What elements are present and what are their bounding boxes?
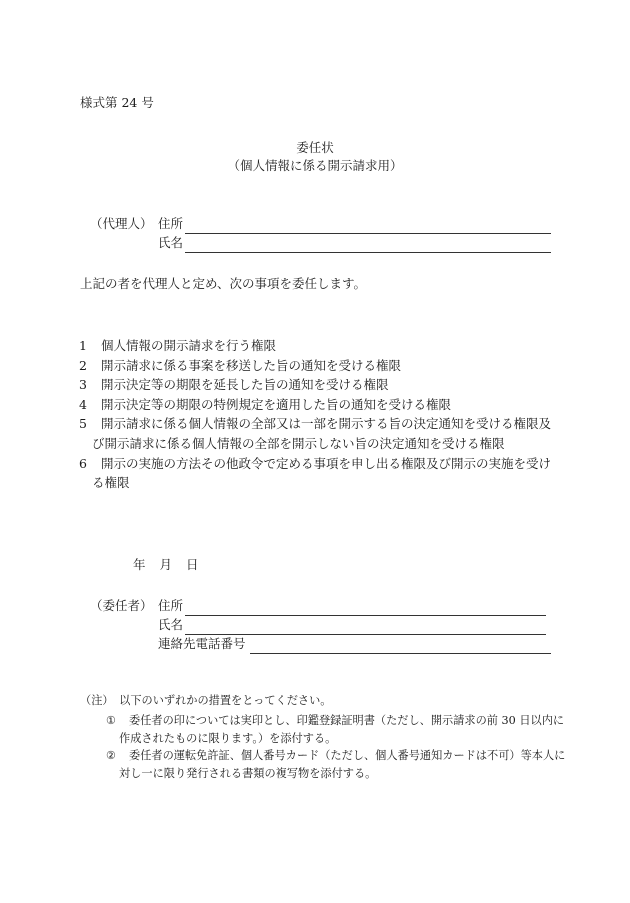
notes-heading: （注） 以下のいずれかの措置をとってください。 bbox=[80, 694, 332, 707]
form-number: 様式第 24 号 bbox=[80, 95, 154, 110]
date-year: 年 bbox=[133, 557, 146, 572]
intro-text: 上記の者を代理人と定め、次の事項を委任します。 bbox=[80, 276, 367, 291]
date-day: 日 bbox=[186, 557, 199, 572]
authority-item-4: 4 開示決定等の期限の特例規定を適用した旨の通知を受ける権限 bbox=[79, 396, 452, 412]
note-marker-1: ① bbox=[106, 714, 117, 727]
principal-phone-line bbox=[250, 653, 551, 654]
agent-address-line bbox=[185, 233, 551, 234]
principal-name-line bbox=[185, 634, 546, 635]
agent-name-line bbox=[185, 252, 551, 253]
authority-item-5: 5 開示請求に係る個人情報の全部又は一部を開示する旨の決定通知を受ける権限及び開示請求に係る個人情報の全部を開示しない旨の決定通知を受ける権限 bbox=[79, 416, 552, 451]
agent-name-field[interactable] bbox=[158, 235, 551, 253]
principal-address-label: 住所 bbox=[158, 598, 184, 613]
agent-name-label: 氏名 bbox=[158, 235, 184, 250]
agent-role-label: （代理人） bbox=[90, 216, 153, 231]
principal-address-line bbox=[185, 615, 546, 616]
authority-item-2: 2 開示請求に係る事案を移送した旨の通知を受ける権限 bbox=[79, 357, 402, 373]
authority-item-3: 3 開示決定等の期限を延長した旨の通知を受ける権限 bbox=[79, 377, 389, 393]
authority-list bbox=[79, 336, 559, 493]
note-item-2 bbox=[106, 747, 566, 782]
principal-name-field[interactable] bbox=[158, 617, 546, 635]
document-subtitle: （個人情報に係る開示請求用） bbox=[227, 158, 403, 173]
principal-phone-label: 連絡先電話番号 bbox=[158, 636, 246, 651]
date-field[interactable] bbox=[133, 557, 199, 572]
document-title: 委任状 bbox=[296, 140, 334, 155]
authority-item-1: 1 個人情報の開示請求を行う権限 bbox=[79, 338, 277, 353]
note-text-1: 委任者の印については実印とし、印鑑登録証明書（ただし、開示請求の前 30 日以内に作成されたものに限ります。）を添付する。 bbox=[119, 714, 565, 745]
agent-address-field[interactable] bbox=[158, 216, 551, 234]
date-month: 月 bbox=[159, 557, 173, 572]
authority-item-6: 6 開示の実施の方法その他政令で定める事項を申し出る権限及び開示の実施を受ける権限 bbox=[79, 455, 552, 491]
principal-name-label: 氏名 bbox=[158, 617, 184, 632]
principal-address-field[interactable] bbox=[158, 598, 546, 616]
note-item-1 bbox=[106, 712, 566, 747]
principal-role-label: （委任者） bbox=[90, 598, 153, 613]
note-text-2: 委任者の運転免許証、個人番号カード（ただし、個人番号通知カードは不可）等本人に対し一に限り発行される書類の複写物を添付する。 bbox=[119, 749, 566, 780]
principal-phone-field[interactable] bbox=[158, 636, 551, 654]
agent-address-label: 住所 bbox=[158, 216, 184, 231]
note-marker-2: ② bbox=[106, 749, 117, 762]
